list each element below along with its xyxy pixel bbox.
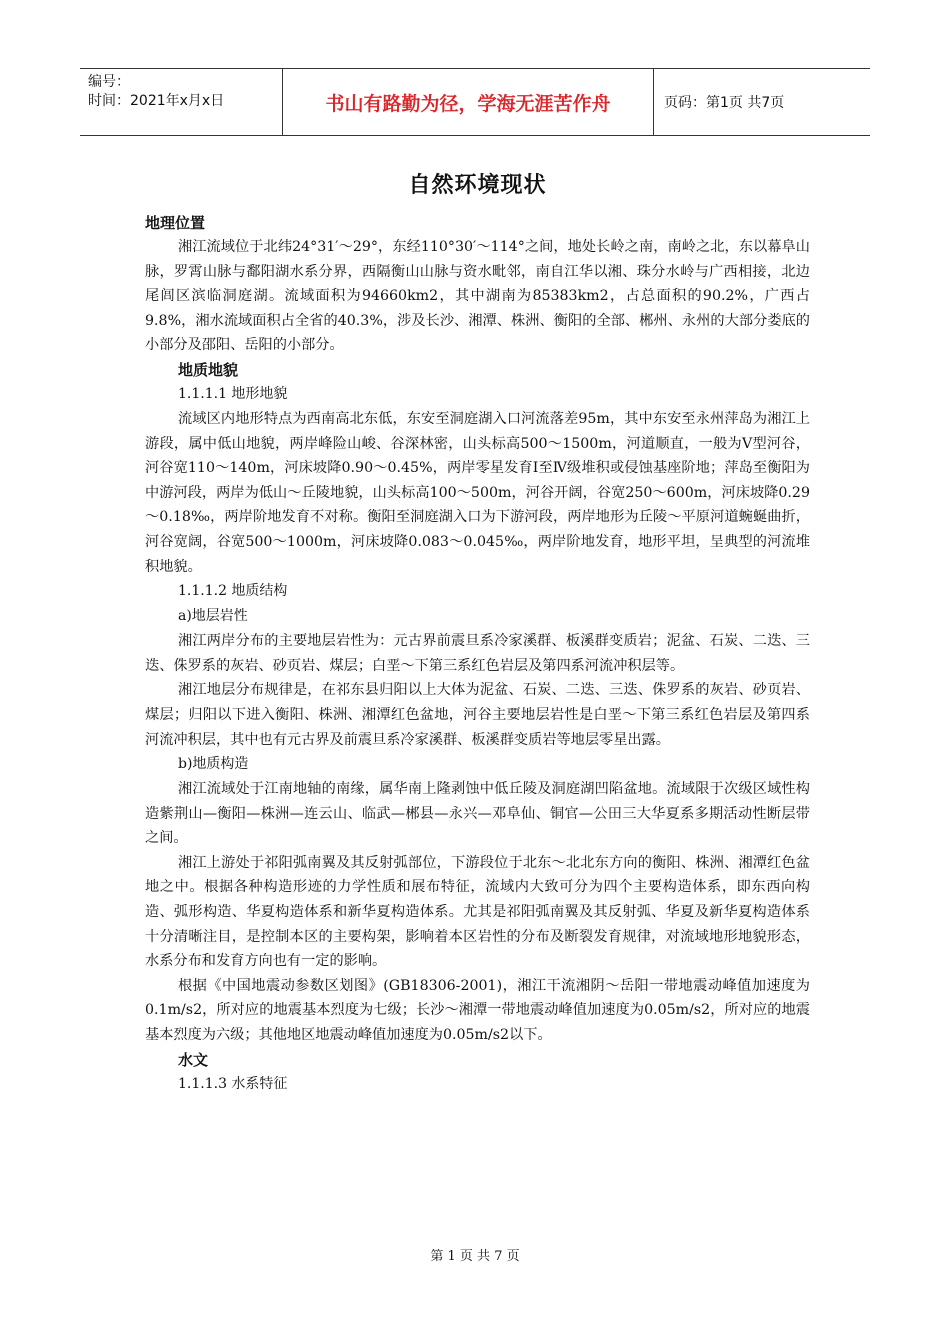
section-heading-geology: 地质地貌 bbox=[178, 360, 239, 379]
section-heading-hydrology: 水文 bbox=[178, 1050, 209, 1069]
paragraph-geography: 湘江流域位于北纬24°31′～29°，东经110°30′～114°之间，地处长岭之南，南岭之北，东以幕阜山脉，罗霄山脉与鄱阳湖水系分界，西隔衡山山脉与资水毗邻，南自江华以湘、珠分水岭与广西相接，北边尾闾区滨临洞庭湖。流域面积为94660km2，其中湖南为85383km2，占总面积的90.2%，广西占9.8%，湘水流域面积占全省的40.3%，涉及长沙、湘潭、株洲、衡阳的全部、郴州、永州的大部分娄底的小部分及邵阳、岳阳的小部分。 bbox=[145, 239, 810, 354]
header-meta bbox=[80, 69, 282, 135]
paragraph-tectonics-2: 湘江上游处于祁阳弧南翼及其反射弧部位，下游段位于北东～北北东方向的衡阳、株洲、湘潭红色盆地之中。根据各种构造形迹的力学性质和展布特征，流域内大致可分为四个主要构造体系，即东西向构造、弧形构造、华夏构造体系和新华夏构造体系。尤其是祁阳弧南翼及其反射弧、华夏及新华夏构造体系十分清晰注目，是控制本区的主要构架，影响着本区岩性的分布及断裂发育规律，对流域地形地貌形态，水系分布和发育方向也有一定的影响。 bbox=[145, 854, 810, 970]
page-header bbox=[80, 68, 870, 136]
subheading-structure: 1.1.1.2 地质结构 bbox=[178, 583, 288, 600]
paragraph-lithology-2: 湘江地层分布规律是，在祁东县归阳以上大体为泥盆、石炭、二迭、三迭、侏罗系的灰岩、砂页岩、煤层；归阳以下进入衡阳、株洲、湘潭红色盆地，河谷主要地层岩性是白垩～下第三系红色岩层及第四系河流冲积层，其中也有元古界及前震旦系冷家溪群、板溪群变质岩等地层零星出露。 bbox=[145, 682, 810, 748]
paragraph-lithology-1: 湘江两岸分布的主要地层岩性为：元古界前震旦系冷家溪群、板溪群变质岩；泥盆、石炭、二迭、三迭、侏罗系的灰岩、砂页岩、煤层；白垩～下第三系红色岩层及第四系河流冲积层等。 bbox=[145, 633, 810, 674]
subheading-lithology: a)地层岩性 bbox=[178, 608, 248, 625]
page-title: 自然环境现状 bbox=[408, 173, 547, 198]
paragraph-seismic: 根据《中国地震动参数区划图》(GB18306-2001)，湘江干流湘阴～岳阳一带地震动峰值加速度为0.1m/s2，所对应的地震基本烈度为七级；长沙～湘潭一带地震动峰值加速度为0.05m/s2，所对应的地震基本烈度为六级；其他地区地震动峰值加速度为0.05m/s2以下。 bbox=[145, 977, 810, 1044]
subheading-tectonics: b)地质构造 bbox=[178, 756, 249, 773]
page-footer: 第 1 页 共 7 页 bbox=[430, 1249, 520, 1264]
subheading-water-system: 1.1.1.3 水系特征 bbox=[178, 1075, 288, 1092]
subheading-terrain: 1.1.1.1 地形地貌 bbox=[178, 385, 288, 402]
document-body bbox=[145, 168, 810, 1097]
header-page-info: 页码：第1页 共7页 bbox=[664, 95, 785, 111]
section-heading-geography: 地理位置 bbox=[145, 214, 206, 232]
paragraph-tectonics-1: 湘江流域处于江南地轴的南缘，属华南上隆剥蚀中低丘陵及洞庭湖凹陷盆地。流域限于次级区域性构造紫荆山—衡阳—株洲—连云山、临武—郴县—永兴—邓阜仙、铜官—公田三大华夏系多期活动性断层带之间。 bbox=[145, 781, 810, 847]
number-label: 编号： bbox=[88, 74, 130, 90]
paragraph-terrain: 流域区内地形特点为西南高北东低，东安至洞庭湖入口河流落差95m，其中东安至永州萍岛为湘江上游段，属中低山地貌，两岸峰险山峻、谷深林密，山头标高500～1500m，河道顺直，一般为V型河谷，河谷宽110～140m，河床坡降0.90～0.45%，两岸零星发育Ⅰ至Ⅳ级堆积或侵蚀基座阶地；萍岛至衡阳为中游河段，两岸为低山～丘陵地貌，山头标高100～500m，河谷开阔，谷宽250～600m，河床坡降0.29～0.18‰，两岸阶地发育不对称。衡阳至洞庭湖入口为下游河段，两岸地形为丘陵～平原河道蜿蜒曲折，河谷宽阔，谷宽500～1000m，河床坡降0.083～0.045‰，两岸阶地发育，地形平坦，呈典型的河流堆积地貌。 bbox=[145, 410, 810, 575]
header-motto: 书山有路勤为径，学海无涯苦作舟 bbox=[282, 69, 654, 135]
time-label: 时间：2021年x月x日 bbox=[88, 93, 225, 109]
